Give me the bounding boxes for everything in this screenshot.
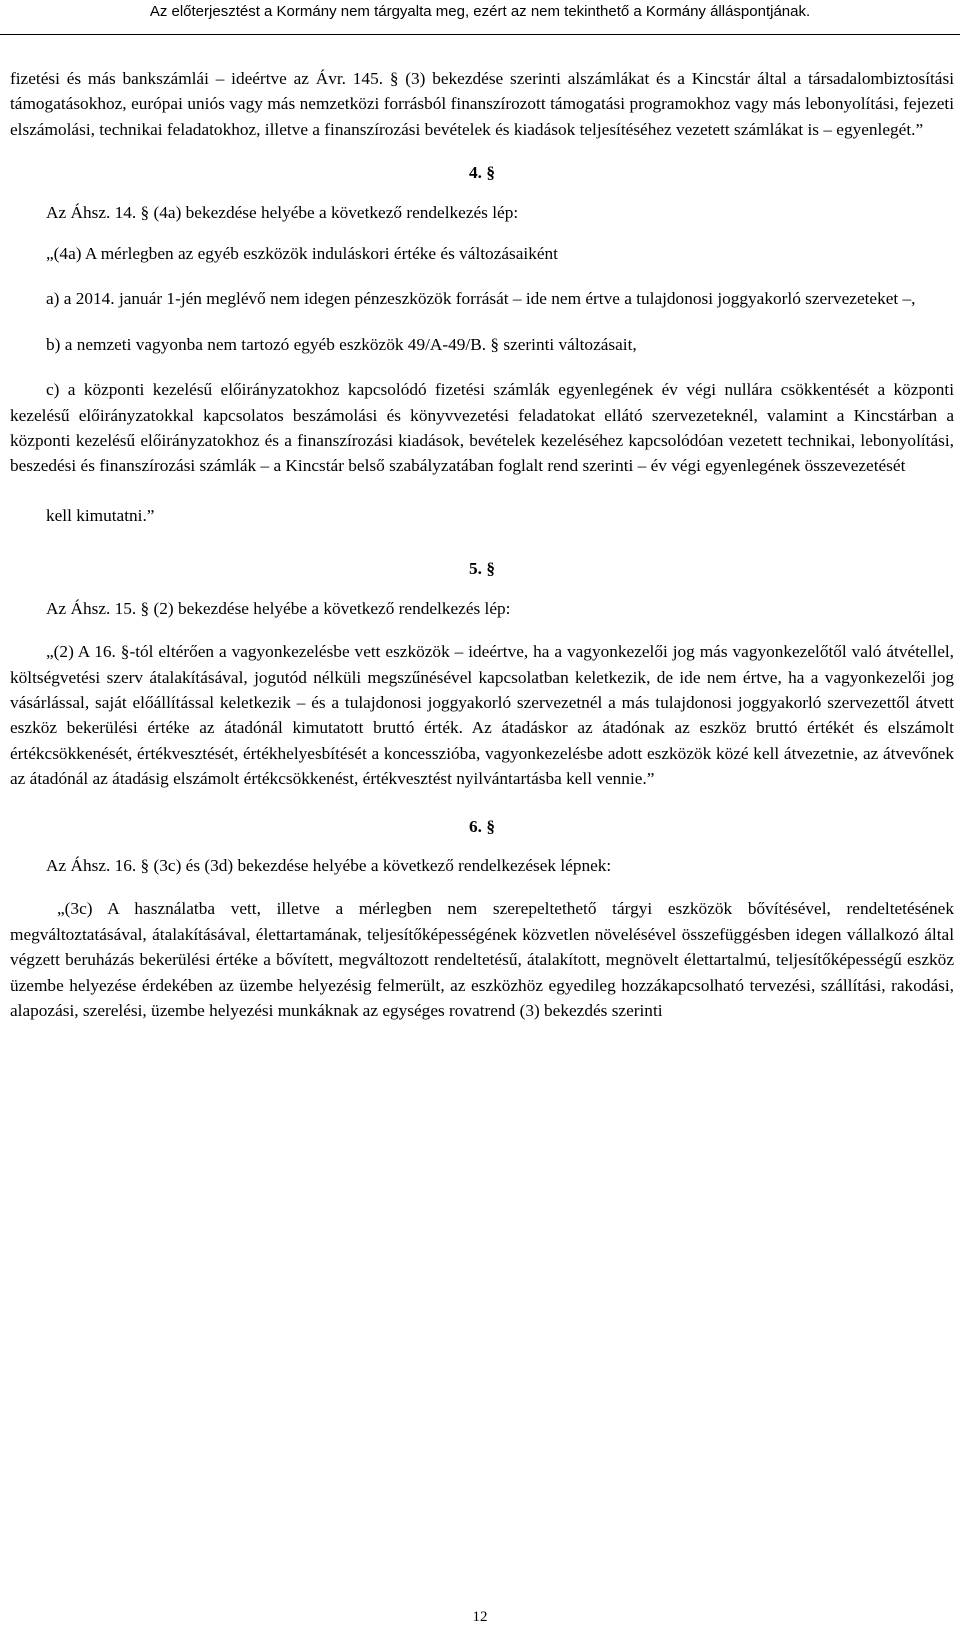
section-heading-4: 4. § [469,163,495,183]
page-header: Az előterjesztést a Kormány nem tárgyalta meg, ezért az nem tekinthető a Kormány álláspontjának. [149,3,811,20]
document-body [10,66,954,1023]
closing-clause: kell kimutatni.” [46,505,155,525]
amended-text-2: „(2) A 16. §-tól eltérően a vagyonkezelésbe vett eszközök – ideértve, ha a vagyonkezelői jog más vagyonkezelőtől való átvétellel, költségvetési szerv átalakításával, jogutód nélküli megszűnésével kapcsolatban keletkezik, de ide nem értve, ha a vagyonkezelői jog vásárlással, saját előállítással keletkezik – és a tulajdonosi joggyakorló szervezetnél a más tulajdonosi joggyakorló szervezettől átvett eszköz bekerülési értéke az átadónál kimutatott bruttó érték. Az átadáskor az átadónak az eszköz bruttó értékét és elszámolt értékcsökkenését, értékvesztését, értékhelyesbítését a koncesszióba, vagyonkezelésbe adott eszközök közé kell átvezetnie, az átvevőnek az átadónál az átadásig elszámolt értékcsökkenést, értékvesztést nyilvántartásba kell vennie.” [10,642,954,789]
header-divider [0,34,960,35]
list-item-c: c) a központi kezelésű előirányzatokhoz kapcsolódó fizetési számlák egyenlegének év végi nullára csökkentését a központi kezelésű előirányzatokkal kapcsolatos beszámolási és könyvvezetési feladatokat ellátó szervezeteknél, valamint a Kincstárban a központi kezelésű előirányzatokhoz és a finanszírozási kiadások, bevételek kezeléséhez kapcsolódóan vezetett technikai, lebonyolítási, beszedési és finanszírozási számlák – a Kincstár belső szabályzatában foglalt rend szerinti – év végi egyenlegének összevezetését [10,380,954,476]
section-heading-5: 5. § [469,559,495,579]
amendment-intro-16: Az Áhsz. 16. § (3c) és (3d) bekezdése helyébe a következő rendelkezések lépnek: [46,855,612,875]
amended-text-4a: „(4a) A mérlegben az egyéb eszközök induláskori értéke és változásaiként [46,244,558,264]
page-number: 12 [472,1609,488,1625]
paragraph-continuation: fizetési és más bankszámlái – ideértve az Ávr. 145. § (3) bekezdése szerinti alszámlákat és a Kincstár által a társadalombiztosítási támogatásokhoz, európai uniós vagy más nemzetközi forrásból finanszírozott támogatási programokhoz vagy más lebonyolítási, fejezeti elszámolási, technikai feladatokhoz, illetve a finanszírozási bevételek és kiadások teljesítéséhez vezetett számlákat is – egyenlegét.” [10,69,954,139]
list-item-b: b) a nemzeti vagyonba nem tartozó egyéb eszközök 49/A-49/B. § szerinti változásait, [46,334,637,354]
list-item-a: a) a 2014. január 1-jén meglévő nem idegen pénzeszközök forrását – ide nem értve a tulajdonosi joggyakorló szervezeteket –, [46,289,916,309]
amendment-intro-14: Az Áhsz. 14. § (4a) bekezdése helyébe a következő rendelkezés lép: [46,202,519,222]
amendment-intro-15: Az Áhsz. 15. § (2) bekezdése helyébe a következő rendelkezés lép: [46,598,511,618]
amended-text-3c: „(3c) A használatba vett, illetve a mérlegben nem szerepeltethető tárgyi eszközök bővítésével, rendeltetésének megváltoztatásával, átalakításával, élettartamának, teljesítőképességének közvetlen növelésével összefüggésben idegen vállalkozó által végzett beruházás bekerülési értéke a bővített, megváltozott rendeltetésű, átalakított, megnövelt élettartalmú, teljesítőképességű eszköz üzembe helyezése érdekében az üzembe helyezésig felmerült, az eszközhöz egyedileg hozzákapcsolható tervezési, szállítási, rakodási, alapozási, szerelési, üzembe helyezési munkáknak az egységes rovatrend (3) bekezdés szerinti [10,899,954,1020]
section-heading-6: 6. § [469,816,495,836]
